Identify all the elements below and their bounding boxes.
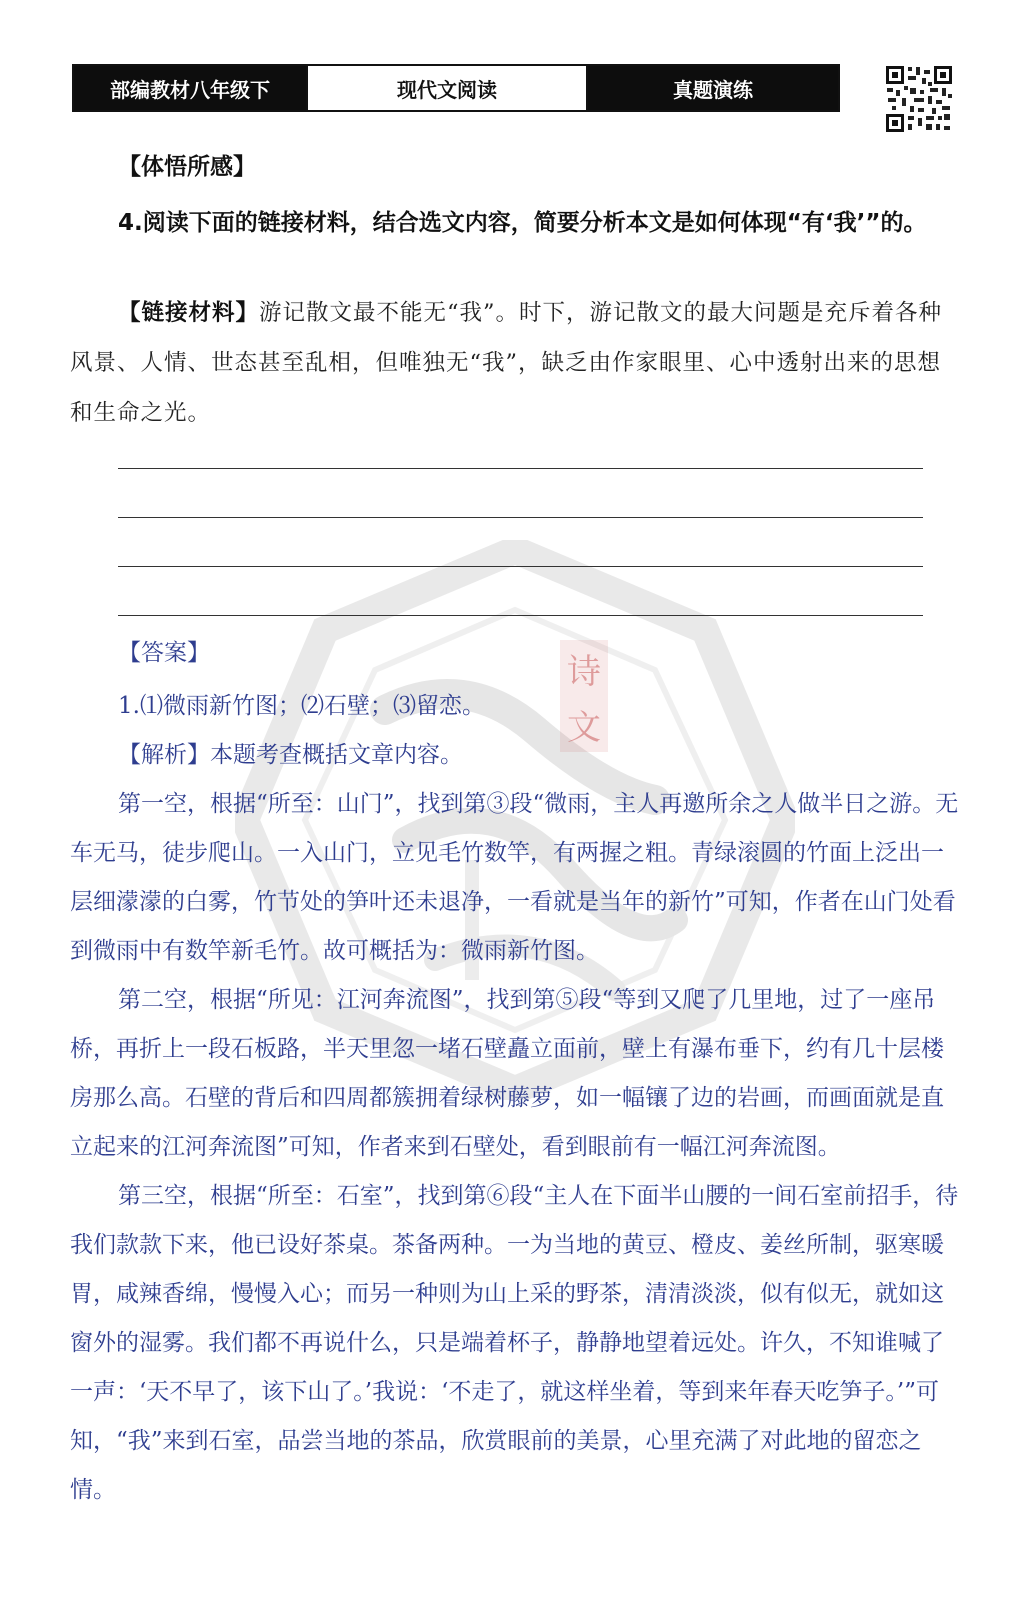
analysis-line — [70, 731, 960, 780]
analysis-paragraph-2: 第二空，根据“所见：江河奔流图”，找到第⑤段“等到又爬了几里地，过了一座吊桥，再折上一段石板路，半天里忽一堵石壁矗立面前，壁上有瀑布垂下，约有几十层楼房那么高。石壁的背后和四周都簇拥着绿树藤萝，如一幅镶了边的岩画，而画面就是直立起来的江河奔流图”可知，作者来到石壁处，看到眼前有一幅江河奔流图。 — [70, 987, 944, 1160]
answer-line-1: 1.⑴微雨新竹图；⑵石壁；⑶留恋。 — [118, 693, 485, 719]
analysis-text: 本题考查概括文章内容。 — [210, 742, 463, 768]
header-grade: 部编教材八年级下 — [74, 66, 306, 110]
answer-body — [70, 682, 960, 1515]
answer-blank-line[interactable] — [118, 566, 923, 567]
answer-blank-line[interactable] — [118, 517, 923, 518]
material-label: 【链接材料】 — [118, 300, 260, 326]
answer-title: 【答案】 — [118, 640, 210, 666]
header-bar — [72, 64, 840, 112]
header-section: 真题演练 — [588, 66, 838, 110]
seal-char-2: 文 — [567, 707, 601, 748]
material-text: 游记散文最不能无“我”。时下，游记散文的最大问题是充斥着各种风景、人情、世态甚至乱相，但唯独无“我”，缺乏由作家眼里、心中透射出来的思想和生命之光。 — [70, 300, 943, 426]
analysis-paragraph-1: 第一空，根据“所至：山门”，找到第③段“微雨，主人再邀所余之人做半日之游。无车无马，徒步爬山。一入山门，立见毛竹数竿，有两握之粗。青绿滚圆的竹面上泛出一层细濛濛的白雾，竹节处的笋叶还未退净，一看就是当年的新竹”可知，作者在山门处看到微雨中有数竿新毛竹。故可概括为：微雨新竹图。 — [70, 791, 959, 964]
answer-blank-line[interactable] — [118, 615, 923, 616]
qr-code-icon — [884, 64, 954, 134]
analysis-paragraph-3: 第三空，根据“所至：石室”，找到第⑥段“主人在下面半山腰的一间石室前招手，待我们款款下来，他已设好茶桌。茶备两种。一为当地的黄豆、橙皮、姜丝所制，驱寒暖胃，咸辣香绵，慢慢入心；而另一种则为山上采的野茶，清清淡淡，似有似无，就如这窗外的湿雾。我们都不再说什么，只是端着杯子，静静地望着远处。许久，不知谁喊了一声：‘天不早了，该下山了。’我说：‘不走了，就这样坐着，等到来年春天吃笋子。’”可知，“我”来到石室，品尝当地的茶品，欣赏眼前的美景，心里充满了对此地的留恋之情。 — [70, 1183, 959, 1503]
section-title: 【体悟所感】 — [118, 154, 256, 180]
analysis-label: 【解析】 — [118, 742, 210, 768]
header-subject: 现代文阅读 — [306, 66, 588, 110]
linked-material — [70, 288, 960, 438]
seal-char-1: 诗 — [567, 651, 601, 692]
answer-blank-line[interactable] — [118, 468, 923, 469]
question-4: 4.阅读下面的链接材料，结合选文内容，简要分析本文是如何体现“有‘我’”的。 — [118, 210, 927, 236]
